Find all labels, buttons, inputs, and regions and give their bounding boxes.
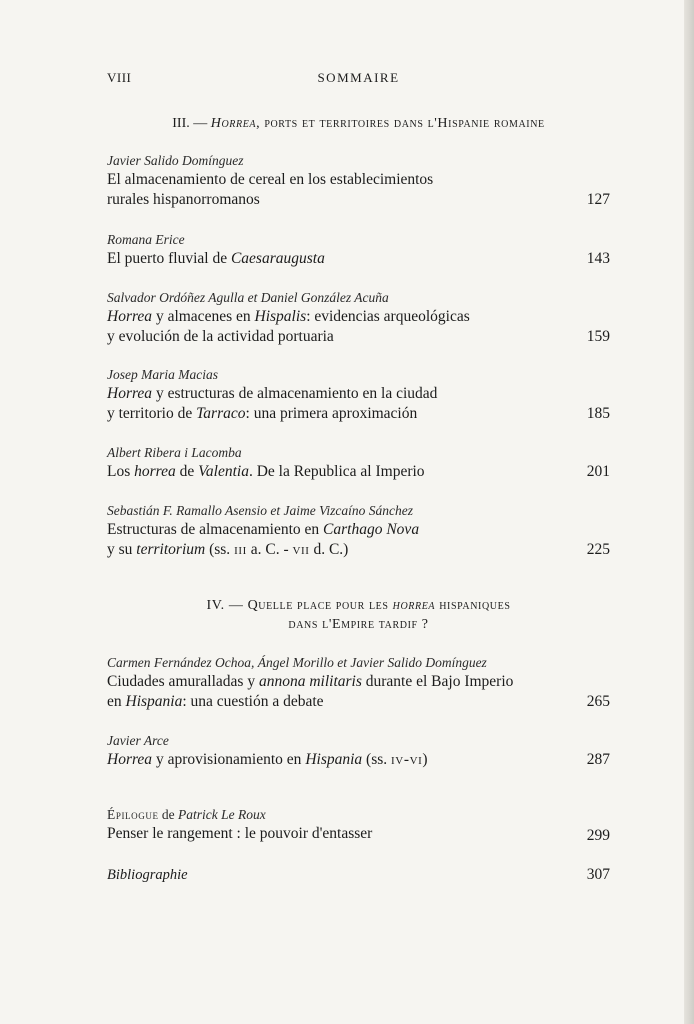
running-head bbox=[107, 70, 610, 90]
toc-entry[interactable] bbox=[107, 444, 610, 482]
entry-title: Estructuras de almacenamiento en Carthago Nova y su territorium (ss. iii a. C. - vii d. C.) bbox=[107, 521, 420, 558]
toc-entry[interactable] bbox=[107, 231, 610, 269]
toc-entry[interactable] bbox=[107, 366, 610, 424]
entry-page-number: 159 bbox=[586, 328, 610, 345]
toc-entry[interactable] bbox=[107, 502, 610, 560]
entry-title: Bibliographie bbox=[107, 867, 188, 883]
entry-title: Penser le rangement : le pouvoir d'entasser bbox=[107, 825, 373, 842]
entry-author: Épilogue de Patrick Le Roux bbox=[107, 807, 266, 822]
toc-entry[interactable] bbox=[107, 152, 610, 210]
entry-author: Albert Ribera i Lacomba bbox=[107, 445, 242, 460]
entry-title: Horrea y estructuras de almacenamiento en la ciudad y territorio de Tarraco: una primera aproximación bbox=[107, 385, 438, 422]
entry-title: El puerto fluvial de Caesaraugusta bbox=[107, 250, 325, 267]
entry-page-number: 127 bbox=[586, 191, 610, 208]
entry-author: Sebastián F. Ramallo Asensio et Jaime Vizcaíno Sánchez bbox=[107, 503, 413, 518]
entry-page-number: 299 bbox=[586, 827, 610, 844]
entry-page-number: 287 bbox=[586, 751, 610, 768]
toc-entry[interactable] bbox=[107, 654, 610, 712]
entry-page-number: 201 bbox=[586, 463, 610, 480]
entry-author: Javier Salido Domínguez bbox=[107, 153, 244, 168]
entry-author: Romana Erice bbox=[107, 232, 185, 247]
toc-entry-epilogue[interactable] bbox=[107, 806, 610, 844]
entry-author: Josep Maria Macias bbox=[107, 367, 218, 382]
section-heading-iv: IV. — Quelle place pour les horrea hispaniques dans l'Empire tardif ? bbox=[206, 598, 511, 632]
folio: VIII bbox=[107, 70, 132, 85]
entry-page-number: 143 bbox=[586, 250, 610, 267]
entry-page-number: 225 bbox=[586, 541, 610, 558]
entry-author: Salvador Ordóñez Agulla et Daniel González Acuña bbox=[107, 290, 389, 305]
entry-page-number: 185 bbox=[586, 405, 610, 422]
entry-page-number: 265 bbox=[586, 693, 610, 710]
toc-entry[interactable] bbox=[107, 732, 610, 770]
entry-title: Horrea y aprovisionamiento en Hispania (ss. iv-vi) bbox=[107, 751, 428, 768]
entry-page-number: 307 bbox=[586, 866, 610, 883]
entry-title: Los horrea de Valentia. De la Republica al Imperio bbox=[107, 463, 425, 480]
entry-author: Javier Arce bbox=[107, 733, 169, 748]
page-edge-shadow bbox=[684, 0, 694, 1024]
toc-entry[interactable] bbox=[107, 289, 610, 347]
entry-title: El almacenamiento de cereal en los establecimientos rurales hispanorromanos bbox=[107, 171, 434, 208]
running-title: SOMMAIRE bbox=[317, 70, 400, 85]
toc-entry-bibliography[interactable] bbox=[107, 865, 610, 885]
entry-title: Horrea y almacenes en Hispalis: evidencias arqueológicas y evolución de la actividad portuaria bbox=[107, 308, 470, 345]
entry-author: Carmen Fernández Ochoa, Ángel Morillo et Javier Salido Domínguez bbox=[107, 655, 487, 670]
section-heading-iii: III. — Horrea, ports et territoires dans l'Hispanie romaine bbox=[172, 116, 545, 131]
entry-title: Ciudades amuralladas y annona militaris durante el Bajo Imperio en Hispania: una cuestión a debate bbox=[107, 673, 514, 710]
